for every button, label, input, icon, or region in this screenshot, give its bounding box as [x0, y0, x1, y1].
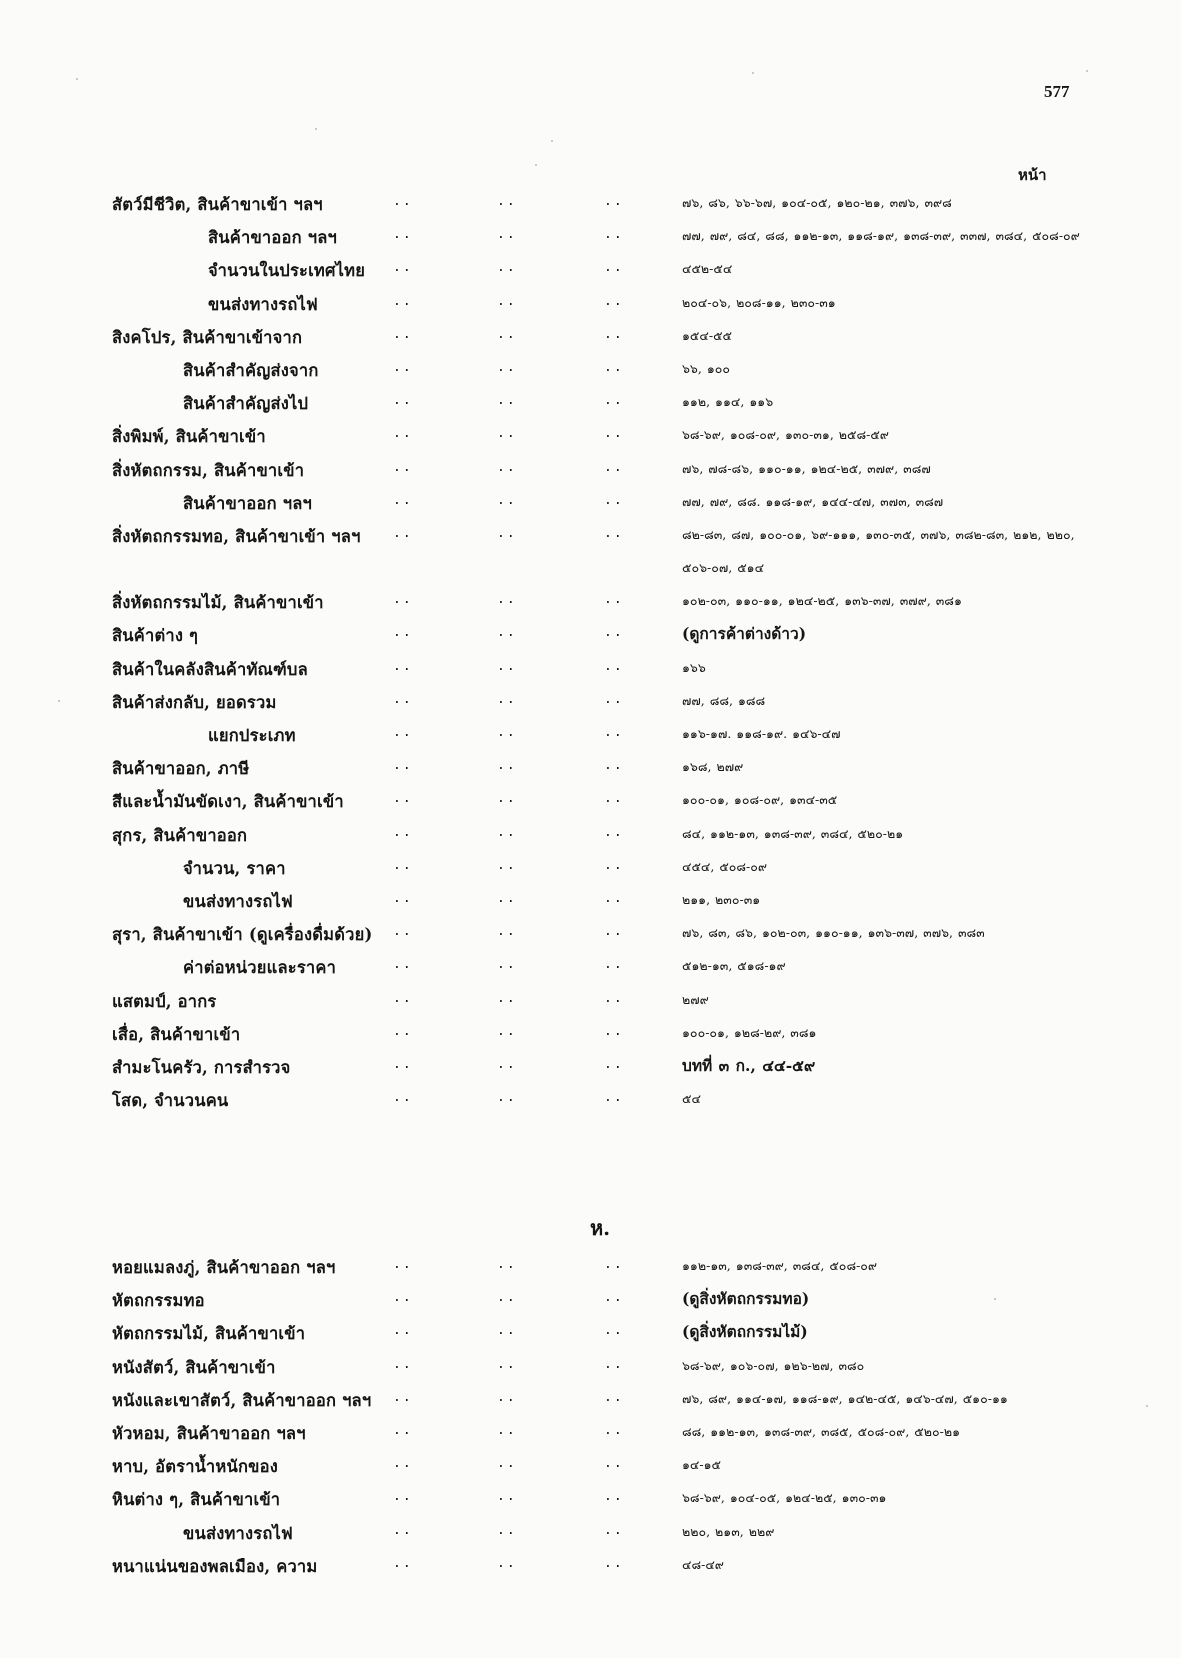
leader-dots: ..	[604, 1422, 624, 1438]
page-references: ๒๑๑, ๒๓๐-๓๑	[682, 891, 761, 907]
leader-dots: ..	[497, 194, 517, 209]
leader-dots: ..	[497, 1290, 517, 1306]
page-number: 577	[1044, 82, 1070, 101]
entry-label: โสด, จำนวนคน	[112, 1091, 229, 1111]
index-entry	[0, 319, 1181, 352]
leader-dots: ..	[497, 1489, 517, 1505]
index-entry	[0, 584, 1181, 617]
leader-dots: ..	[393, 658, 413, 674]
leader-dots: ..	[604, 260, 624, 276]
leader-dots: ..	[604, 459, 624, 475]
leader-dots: ..	[604, 426, 624, 442]
entry-label: สินค้าในคลังสินค้าทัณฑ์บล	[112, 659, 308, 679]
page-references: ๘๔, ๑๑๒-๑๓, ๑๓๘-๓๙, ๓๘๔, ๕๒๐-๒๑	[682, 825, 904, 841]
page-references: ๕๑๒-๑๓, ๕๑๘-๑๙	[682, 958, 786, 974]
page-references: ๗๗, ๗๙, ๘๘. ๑๑๘-๑๙, ๑๔๔-๔๗, ๓๗๓, ๓๘๗	[682, 493, 944, 509]
entry-label: จำนวนในประเทศไทย	[208, 261, 366, 281]
page-references: ๑๖๘, ๒๗๙	[682, 759, 744, 775]
entry-label: ขนส่งทางรถไฟ	[183, 1523, 293, 1543]
leader-dots: ..	[393, 1489, 413, 1505]
leader-dots: ..	[604, 492, 624, 508]
page-references: ๒๒๐, ๒๑๓, ๒๒๙	[682, 1523, 775, 1539]
leader-dots: ..	[393, 824, 413, 840]
page-references: ๖๖, ๑๐๐	[682, 360, 731, 376]
cross-reference: บทที่ ๓ ก., ๔๔-๕๙	[682, 1055, 816, 1075]
entry-label: สิ่งพิมพ์, สินค้าขาเข้า	[112, 427, 266, 447]
entry-label: สินค้าส่งกลับ, ยอดรวม	[112, 692, 277, 712]
leader-dots: ..	[393, 691, 413, 707]
leader-dots: ..	[393, 1422, 413, 1438]
page-references: ๑๑๒-๑๓, ๑๓๘-๓๙, ๓๘๔, ๕๐๘-๐๙	[682, 1258, 878, 1273]
leader-dots: ..	[393, 426, 413, 442]
entry-label: สำมะโนครัว, การสำรวจ	[112, 1057, 291, 1077]
page-references: ๑๐๐-๐๑, ๑๐๘-๐๙, ๑๓๔-๓๕	[682, 792, 838, 808]
leader-dots: ..	[393, 725, 413, 741]
leader-dots: ..	[604, 990, 624, 1006]
leader-dots: ..	[604, 924, 624, 940]
leader-dots: ..	[497, 1090, 517, 1106]
cross-reference: (ดูสิ่งหัตถกรรมไม้)	[682, 1322, 808, 1342]
leader-dots: ..	[393, 1257, 413, 1272]
leader-dots: ..	[393, 957, 413, 973]
leader-dots: ..	[393, 1023, 413, 1039]
leader-dots: ..	[393, 890, 413, 906]
index-entry	[0, 252, 1181, 285]
index-entry	[0, 485, 1181, 518]
page-references: ๘๒-๘๓, ๘๗, ๑๐๐-๐๑, ๖๙-๑๑๑, ๑๓๐-๓๕, ๓๗๖, ๓๘๒-๘๓, ๒๑๒, ๒๒๐, ๕๐๖-๐๗, ๕๑๔	[682, 526, 1075, 576]
leader-dots: ..	[393, 293, 413, 309]
entry-label: หอยแมลงภู่, สินค้าขาออก ฯลฯ	[112, 1258, 336, 1277]
entry-label: จำนวน, ราคา	[183, 858, 286, 878]
leader-dots: ..	[497, 791, 517, 807]
entry-label: ขนส่งทางรถไฟ	[183, 891, 293, 911]
entry-label: ค่าต่อหน่วยและราคา	[183, 958, 337, 978]
leader-dots: ..	[604, 957, 624, 973]
leader-dots: ..	[497, 525, 517, 541]
leader-dots: ..	[393, 1056, 413, 1072]
leader-dots: ..	[393, 924, 413, 940]
index-entry	[0, 883, 1181, 916]
page-references: ๖๘-๖๙, ๑๐๘-๐๙, ๑๓๐-๓๑, ๒๕๘-๕๙	[682, 427, 889, 443]
leader-dots: ..	[497, 260, 517, 276]
leader-dots: ..	[393, 260, 413, 276]
leader-dots: ..	[393, 592, 413, 608]
cross-reference: (ดูการค้าต่างด้าว)	[682, 624, 807, 644]
index-entry	[0, 916, 1181, 949]
leader-dots: ..	[604, 393, 624, 409]
leader-dots: ..	[393, 194, 413, 209]
index-entry	[0, 850, 1181, 883]
entry-label: เสื่อ, สินค้าขาเข้า	[112, 1024, 241, 1044]
entry-label: สีและน้ำมันขัดเงา, สินค้าขาเข้า	[112, 792, 344, 812]
leader-dots: ..	[497, 957, 517, 973]
leader-dots: ..	[497, 359, 517, 375]
leader-dots: ..	[604, 1555, 624, 1571]
entry-label: ขนส่งทางรถไฟ	[208, 294, 318, 314]
leader-dots: ..	[604, 1090, 624, 1106]
leader-dots: ..	[393, 1356, 413, 1372]
leader-dots: ..	[604, 625, 624, 641]
entry-label: สินค้าสำคัญส่งจาก	[183, 360, 319, 380]
index-entry	[0, 651, 1181, 684]
index-entry	[0, 385, 1181, 418]
index-entry	[0, 418, 1181, 451]
index-entry	[0, 1349, 1181, 1382]
leader-dots: ..	[604, 1522, 624, 1538]
leader-dots: ..	[497, 990, 517, 1006]
entry-label: สุรา, สินค้าขาเข้า (ดูเครื่องดื่มด้วย)	[112, 925, 373, 945]
leader-dots: ..	[497, 426, 517, 442]
index-entry	[0, 1082, 1181, 1115]
entry-label: แสตมป์, อากร	[112, 991, 217, 1011]
leader-dots: ..	[604, 293, 624, 309]
page-references: ๗๖, ๘๓, ๘๖, ๑๐๒-๐๓, ๑๑๐-๑๑, ๑๓๖-๓๗, ๓๗๖, ๓๘๓	[682, 925, 985, 941]
leader-dots: ..	[393, 326, 413, 342]
entry-label: หัตถกรรมไม้, สินค้าขาเข้า	[112, 1324, 306, 1344]
leader-dots: ..	[497, 592, 517, 608]
leader-dots: ..	[497, 625, 517, 641]
leader-dots: ..	[604, 890, 624, 906]
index-entry	[0, 352, 1181, 385]
leader-dots: ..	[604, 857, 624, 873]
leader-dots: ..	[604, 1389, 624, 1405]
page-references: ๕๔	[682, 1091, 701, 1107]
entry-label: แยกประเภท	[208, 726, 296, 746]
leader-dots: ..	[604, 725, 624, 741]
page-references: ๔๕๒-๕๔	[682, 261, 733, 277]
leader-dots: ..	[393, 758, 413, 774]
leader-dots: ..	[497, 227, 517, 243]
leader-dots: ..	[497, 924, 517, 940]
page-references: ๒๐๔-๐๖, ๒๐๘-๑๑, ๒๓๐-๓๑	[682, 294, 836, 310]
leader-dots: ..	[497, 1356, 517, 1372]
page-references: ๑๔-๑๕	[682, 1457, 722, 1473]
page-references: ๗๖, ๘๙, ๑๑๔-๑๗, ๑๑๘-๑๙, ๑๔๒-๔๕, ๑๔๖-๔๗, ๕๑๐-๑๑	[682, 1390, 1008, 1406]
cross-reference: (ดูสิ่งหัตถกรรมทอ)	[682, 1289, 810, 1309]
leader-dots: ..	[497, 691, 517, 707]
entry-label: สินค้าขาออก ฯลฯ	[208, 228, 337, 248]
leader-dots: ..	[497, 492, 517, 508]
leader-dots: ..	[393, 791, 413, 807]
page-references: ๑๖๖	[682, 659, 706, 675]
leader-dots: ..	[393, 1456, 413, 1472]
leader-dots: ..	[393, 525, 413, 541]
page-column-header: หน้า	[1018, 166, 1047, 184]
index-entry	[0, 1448, 1181, 1481]
leader-dots: ..	[497, 857, 517, 873]
page-references: ๑๑๖-๑๗. ๑๑๘-๑๙. ๑๔๖-๔๗	[682, 726, 841, 742]
page-references: ๑๕๔-๕๕	[682, 327, 732, 343]
leader-dots: ..	[604, 1056, 624, 1072]
entry-label: หนังและเขาสัตว์, สินค้าขาออก ฯลฯ	[112, 1390, 372, 1410]
leader-dots: ..	[604, 1290, 624, 1306]
index-entry	[0, 286, 1181, 319]
leader-dots: ..	[604, 758, 624, 774]
leader-dots: ..	[604, 1456, 624, 1472]
leader-dots: ..	[604, 791, 624, 807]
index-entry	[0, 1282, 1181, 1315]
entry-label: สินค้าต่าง ๆ	[112, 626, 199, 646]
leader-dots: ..	[393, 625, 413, 641]
leader-dots: ..	[604, 691, 624, 707]
page-references: ๑๑๒, ๑๑๔, ๑๑๖	[682, 394, 774, 410]
page-references: ๖๘-๖๙, ๑๐๖-๐๗, ๑๒๖-๒๗, ๓๘๐	[682, 1357, 865, 1373]
page-references: ๑๐๐-๐๑, ๑๒๘-๒๙, ๓๘๑	[682, 1024, 817, 1040]
leader-dots: ..	[497, 1522, 517, 1538]
leader-dots: ..	[497, 1023, 517, 1039]
leader-dots: ..	[604, 326, 624, 342]
section-letter-h: ห.	[590, 1216, 611, 1240]
page-references: ๔๕๔, ๕๐๘-๐๙	[682, 858, 768, 874]
leader-dots: ..	[393, 227, 413, 243]
entry-label: หนาแน่นของพลเมือง, ความ	[112, 1556, 318, 1576]
index-entry	[0, 1481, 1181, 1514]
index-entry	[0, 717, 1181, 750]
leader-dots: ..	[604, 1356, 624, 1372]
leader-dots: ..	[497, 824, 517, 840]
leader-dots: ..	[604, 824, 624, 840]
entry-label: สินค้าขาออก, ภาษี	[112, 759, 250, 779]
index-entry	[0, 983, 1181, 1016]
leader-dots: ..	[604, 1257, 624, 1272]
leader-dots: ..	[393, 1290, 413, 1306]
leader-dots: ..	[497, 658, 517, 674]
leader-dots: ..	[393, 857, 413, 873]
index-entry	[0, 1382, 1181, 1415]
index-section-s	[0, 186, 1181, 1115]
index-entry	[0, 617, 1181, 650]
index-entry	[0, 219, 1181, 252]
entry-label: หนังสัตว์, สินค้าขาเข้า	[112, 1357, 276, 1377]
page-references: ๔๘-๔๙	[682, 1556, 724, 1572]
index-entry	[0, 949, 1181, 982]
index-section-h	[0, 1249, 1181, 1581]
leader-dots: ..	[393, 1323, 413, 1339]
index-entry	[0, 518, 1181, 584]
leader-dots: ..	[604, 1323, 624, 1339]
leader-dots: ..	[393, 1090, 413, 1106]
leader-dots: ..	[604, 592, 624, 608]
leader-dots: ..	[497, 1555, 517, 1571]
leader-dots: ..	[497, 1456, 517, 1472]
leader-dots: ..	[497, 326, 517, 342]
entry-label: สิงคโปร, สินค้าขาเข้าจาก	[112, 327, 303, 347]
leader-dots: ..	[497, 459, 517, 475]
index-entry	[0, 1548, 1181, 1581]
leader-dots: ..	[604, 359, 624, 375]
entry-label: สุกร, สินค้าขาออก	[112, 825, 248, 845]
index-entry	[0, 1016, 1181, 1049]
leader-dots: ..	[497, 758, 517, 774]
index-entry	[0, 783, 1181, 816]
page-references: ๖๘-๖๙, ๑๐๔-๐๕, ๑๒๔-๒๕, ๑๓๐-๓๑	[682, 1490, 887, 1506]
leader-dots: ..	[393, 492, 413, 508]
index-entry	[0, 1415, 1181, 1448]
index-entry	[0, 1315, 1181, 1348]
page-references: ๒๗๙	[682, 991, 709, 1007]
leader-dots: ..	[497, 1422, 517, 1438]
leader-dots: ..	[497, 1056, 517, 1072]
page-references: ๗๗, ๗๙, ๘๔, ๘๘, ๑๑๒-๑๓, ๑๑๘-๑๙, ๑๓๘-๓๙, ๓๓๗, ๓๘๔, ๕๐๘-๐๙	[682, 228, 1080, 244]
leader-dots: ..	[393, 459, 413, 475]
entry-label: หาบ, อัตราน้ำหนักของ	[112, 1457, 278, 1477]
entry-label: หัตถกรรมทอ	[112, 1291, 205, 1311]
index-entry	[0, 817, 1181, 850]
index-entry	[0, 452, 1181, 485]
leader-dots: ..	[497, 1389, 517, 1405]
entry-label: หัวหอม, สินค้าขาออก ฯลฯ	[112, 1423, 306, 1443]
entry-label: สินค้าสำคัญส่งไป	[183, 394, 309, 414]
page-references: ๗๖, ๗๘-๘๖, ๑๑๐-๑๑, ๑๒๔-๒๕, ๓๗๙, ๓๘๗	[682, 460, 931, 476]
leader-dots: ..	[393, 1389, 413, 1405]
page-references: ๗๗, ๘๘, ๑๘๘	[682, 692, 766, 708]
leader-dots: ..	[604, 658, 624, 674]
leader-dots: ..	[393, 990, 413, 1006]
leader-dots: ..	[393, 393, 413, 409]
leader-dots: ..	[497, 293, 517, 309]
leader-dots: ..	[604, 1023, 624, 1039]
page-references: ๘๘, ๑๑๒-๑๓, ๑๓๘-๓๙, ๓๘๕, ๕๐๘-๐๙, ๕๒๐-๒๑	[682, 1423, 960, 1439]
page-references: ๗๖, ๘๖, ๖๖-๖๗, ๑๐๔-๐๕, ๑๒๐-๒๑, ๓๗๖, ๓๙๘	[682, 195, 952, 210]
leader-dots: ..	[604, 194, 624, 209]
leader-dots: ..	[604, 1489, 624, 1505]
leader-dots: ..	[604, 525, 624, 541]
entry-label: สิ่งหัตถกรรม, สินค้าขาเข้า	[112, 460, 305, 480]
index-entry	[0, 684, 1181, 717]
leader-dots: ..	[497, 1257, 517, 1272]
entry-label: สินค้าขาออก ฯลฯ	[183, 493, 312, 513]
leader-dots: ..	[393, 1522, 413, 1538]
index-entry	[0, 1249, 1181, 1282]
leader-dots: ..	[497, 725, 517, 741]
leader-dots: ..	[393, 1555, 413, 1571]
entry-label: สัตว์มีชีวิต, สินค้าขาเข้า ฯลฯ	[112, 195, 323, 214]
leader-dots: ..	[497, 890, 517, 906]
index-entry	[0, 750, 1181, 783]
leader-dots: ..	[604, 227, 624, 243]
index-entry	[0, 1515, 1181, 1548]
leader-dots: ..	[393, 359, 413, 375]
leader-dots: ..	[497, 1323, 517, 1339]
leader-dots: ..	[497, 393, 517, 409]
index-entry	[0, 1049, 1181, 1082]
entry-label: หินต่าง ๆ, สินค้าขาเข้า	[112, 1490, 281, 1510]
page-references: ๑๐๒-๐๓, ๑๑๐-๑๑, ๑๒๔-๒๕, ๑๓๖-๓๗, ๓๗๙, ๓๘๑	[682, 593, 962, 609]
entry-label: สิ่งหัตถกรรมทอ, สินค้าขาเข้า ฯลฯ	[112, 526, 361, 546]
entry-label: สิ่งหัตถกรรมไม้, สินค้าขาเข้า	[112, 593, 324, 613]
index-entry	[0, 186, 1181, 219]
